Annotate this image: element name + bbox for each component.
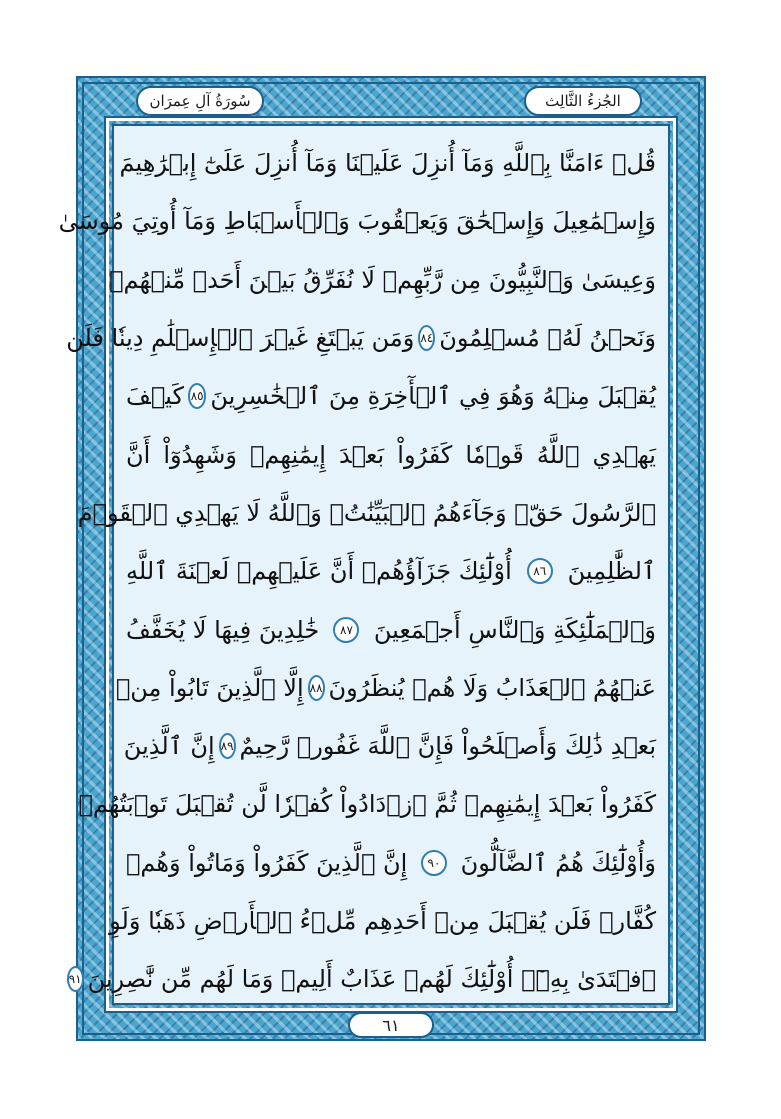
verse-line: وَعِيسَىٰ وَٱلنَّبِيُّونَ مِن رَّبِّهِمۡ لَا نُفَرِّقُ بَيۡنَ أَحَدٖ مِّنۡهُمۡ — [109, 265, 656, 294]
ayah-number-marker: ٨٤ — [418, 325, 435, 351]
verse-text: كَيۡفَ — [126, 382, 184, 411]
ayah-number-marker: ٩٠ — [421, 850, 447, 876]
ayah-number-marker: ٩١ — [67, 966, 84, 992]
verse-line — [126, 834, 656, 892]
verse-text: وَأُوْلَٰٓئِكَ هُمُ ٱلضَّآلُّونَ — [460, 848, 656, 877]
verse-line — [66, 309, 656, 367]
verse-line: كَفَرُواْ بَعۡدَ إِيمَٰنِهِمۡ ثُمَّ ٱزۡدَادُواْ كُفۡرٗا لَّن تُقۡبَلَ تَوۡبَتُهُمۡ — [78, 790, 656, 819]
juz-label: الجُزءُ الثَّالِث — [545, 92, 621, 110]
verse-line: يَهۡدِي ٱللَّهُ قَوۡمٗا كَفَرُواْ بَعۡدَ إِيمَٰنِهِمۡ وَشَهِدُوٓاْ أَنَّ — [126, 440, 656, 469]
page-number: ٦١ — [382, 1015, 400, 1035]
ayah-number-marker: ٨٧ — [333, 617, 359, 643]
verse-line: وَإِسۡمَٰعِيلَ وَإِسۡحَٰقَ وَيَعۡقُوبَ وَٱلۡأَسۡبَاطِ وَمَآ أُوتِيَ مُوسَىٰ — [58, 207, 656, 236]
verse-line — [126, 367, 656, 425]
verse-text: خَٰلِدِينَ فِيهَا لَا يُخَفَّفُ — [126, 615, 320, 644]
verse-line: قُلۡ ءَامَنَّا بِٱللَّهِ وَمَآ أُنزِلَ عَلَيۡنَا وَمَآ أُنزِلَ عَلَىٰٓ إِبۡرَٰهِيمَ — [119, 149, 656, 178]
verse-text: يُقۡبَلَ مِنۡهُ وَهُوَ فِي ٱلۡأٓخِرَةِ مِنَ ٱلۡخَٰسِرِينَ — [210, 382, 656, 411]
verse-text: ٱلظَّٰلِمِينَ — [567, 557, 656, 586]
page-number-tab — [348, 1012, 434, 1038]
verse-line — [126, 542, 656, 600]
surah-label: سُورَةُ آلِ عِمرَان — [149, 92, 251, 110]
verse-line — [68, 950, 656, 1008]
verse-text: بَعۡدِ ذَٰلِكَ وَأَصۡلَحُواْ فَإِنَّ ٱللَّهَ غَفُورٞ رَّحِيمٌ — [239, 732, 656, 761]
verse-line — [123, 717, 656, 775]
verse-line — [115, 659, 656, 717]
verse-text: عَنۡهُمُ ٱلۡعَذَابُ وَلَا هُمۡ يُنظَرُونَ — [328, 673, 656, 702]
verse-line — [126, 600, 656, 658]
verse-text: أُوْلَٰٓئِكَ جَزَآؤُهُمۡ أَنَّ عَلَيۡهِمۡ لَعۡنَةَ ٱللَّهِ — [126, 557, 512, 586]
ayah-number-marker: ٨٩ — [219, 733, 236, 759]
verse-line: كُفَّارٞ فَلَن يُقۡبَلَ مِنۡ أَحَدِهِم مِّلۡءُ ٱلۡأَرۡضِ ذَهَبٗا وَلَوِ — [109, 907, 656, 935]
ayah-number-marker: ٨٦ — [527, 558, 553, 584]
ayah-number-marker: ٨٥ — [188, 383, 206, 409]
verse-text: وَٱلۡمَلَٰٓئِكَةِ وَٱلنَّاسِ أَجۡمَعِينَ — [373, 615, 656, 644]
verse-text: وَنَحۡنُ لَهُۥ مُسۡلِمُونَ — [439, 324, 656, 353]
verse-text: إِنَّ ٱلَّذِينَ — [123, 732, 215, 761]
verse-line: ٱلرَّسُولَ حَقّٞ وَجَآءَهُمُ ٱلۡبَيِّنَٰتُۚ وَٱللَّهُ لَا يَهۡدِي ٱلۡقَوۡمَ — [77, 498, 656, 527]
verse-text: ٱفۡتَدَىٰ بِهِۦٓۗ أُوْلَٰٓئِكَ لَهُمۡ عَذَابٌ أَلِيمٞ وَمَا لَهُم مِّن نَّٰصِرِينَ — [87, 965, 656, 994]
surah-header — [136, 86, 264, 116]
ayah-number-marker: ٨٨ — [308, 675, 325, 701]
verse-lines — [58, 134, 656, 1008]
verse-text: إِنَّ ٱلَّذِينَ كَفَرُواْ وَمَاتُواْ وَهُمۡ — [126, 848, 408, 877]
verse-text: وَمَن يَبۡتَغِ غَيۡرَ ٱلۡإِسۡلَٰمِ دِينٗا فَلَن — [66, 324, 415, 353]
juz-header — [524, 86, 642, 116]
verse-text: إِلَّا ٱلَّذِينَ تَابُواْ مِنۢ — [115, 673, 304, 702]
